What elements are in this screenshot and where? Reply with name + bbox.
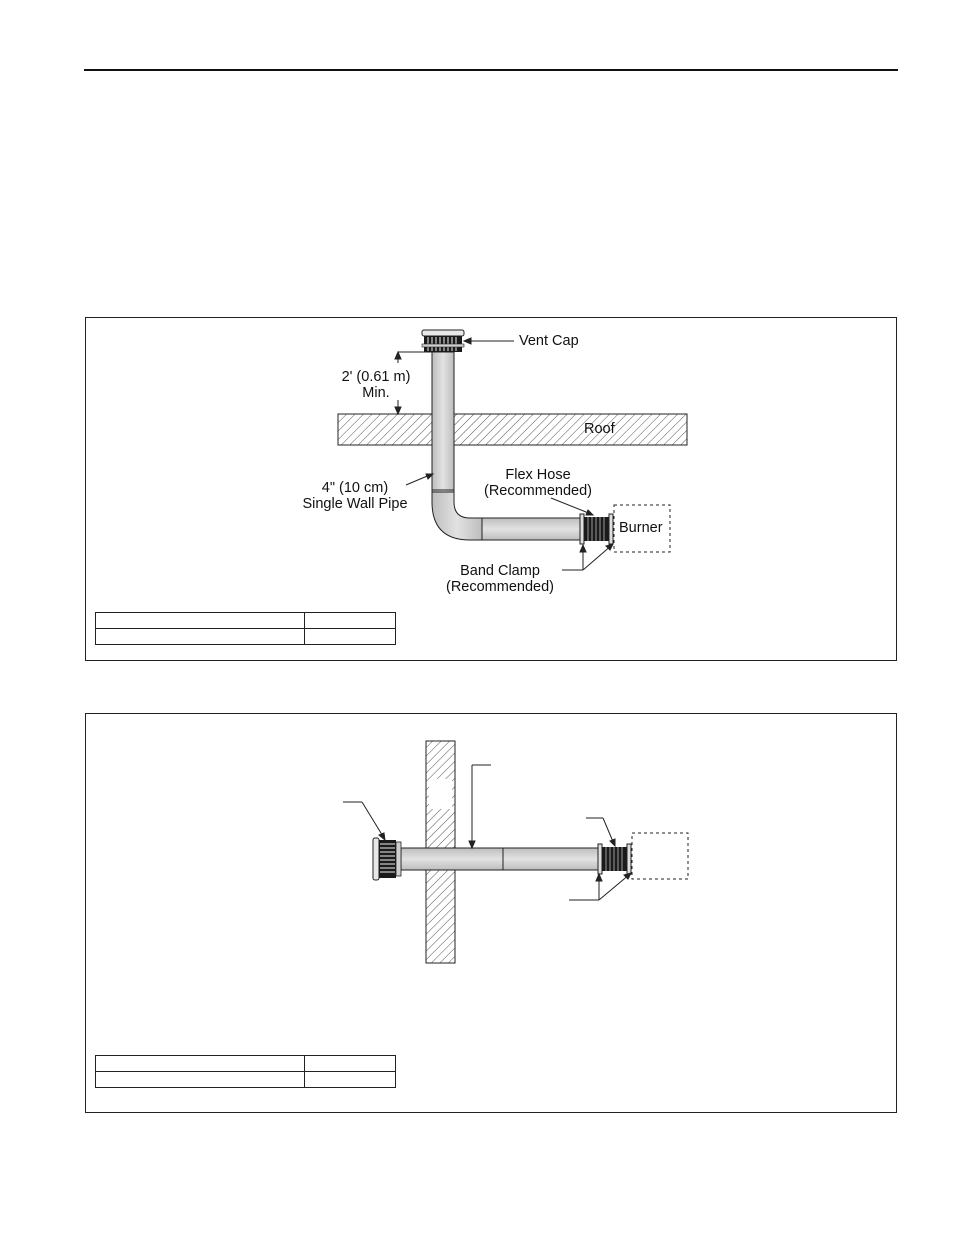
caption-cell <box>96 1056 305 1072</box>
caption-cell <box>96 613 305 629</box>
horizontal-pipe <box>482 518 582 540</box>
burner-label: Burner <box>619 520 663 536</box>
flex-hose-label-line1: Flex Hose <box>505 467 571 483</box>
flex-hose-leader <box>551 498 591 514</box>
caption-cell <box>305 613 396 629</box>
band-clamp-and-flex-hose-icon <box>580 514 613 544</box>
burner-box <box>632 833 688 879</box>
clearance-label-line2: Min. <box>362 385 390 401</box>
horizontal-pipe <box>401 848 601 870</box>
pipe-label-line1: 4" (10 cm) <box>321 480 389 496</box>
band-clamp-label-line1: Band Clamp <box>460 563 540 579</box>
band-clamp-label-line2: (Recommended) <box>446 579 554 595</box>
clearance-label-line1: 2' (0.61 m) <box>341 369 411 385</box>
caption-cell <box>96 1072 305 1088</box>
figure-wall-vent <box>85 713 897 1113</box>
roof-label: Roof <box>584 421 615 437</box>
terminal-cap-icon <box>373 838 401 880</box>
roof-slab <box>338 414 687 445</box>
pipe-label-line2: Single Wall Pipe <box>302 496 408 512</box>
caption-cell <box>305 629 396 645</box>
caption-cell <box>305 1056 396 1072</box>
flex-hose-label-line2: (Recommended) <box>484 483 592 499</box>
figure2-caption-table <box>95 1055 396 1088</box>
top-rule <box>84 69 898 71</box>
vent-cap-icon <box>422 330 464 352</box>
figure1-caption-table <box>95 612 396 645</box>
figure-roof-vent <box>85 317 897 661</box>
caption-cell <box>305 1072 396 1088</box>
wall-vent-diagram <box>86 714 898 1114</box>
vertical-pipe <box>432 352 454 492</box>
caption-cell <box>96 629 305 645</box>
wall-opening <box>429 779 452 809</box>
pipe-elbow <box>432 492 482 540</box>
band-clamp-and-flex-hose-icon <box>598 844 631 874</box>
vent-cap-label: Vent Cap <box>519 333 579 349</box>
